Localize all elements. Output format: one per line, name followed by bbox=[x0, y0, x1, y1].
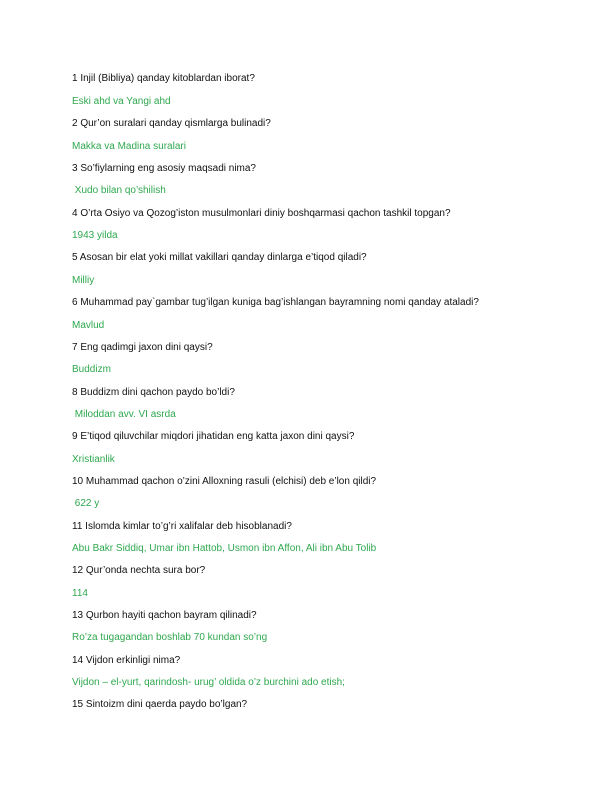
answer-8: Miloddan avv. VI asrda bbox=[72, 409, 176, 420]
answer-14: Vijdon – el-yurt, qarindosh- urug’ oldida o’z burchini ado etish; bbox=[72, 677, 345, 688]
answer-3: Xudo bilan qo’shilish bbox=[72, 185, 166, 196]
answer-13: Ro’za tugagandan boshlab 70 kundan so’ng bbox=[72, 632, 268, 643]
answer-5: Milliy bbox=[72, 275, 95, 286]
question-11: 11 Islomda kimlar to’g’ri xalifalar deb hisoblanadi? bbox=[72, 521, 292, 532]
answer-1: Eski ahd va Yangi ahd bbox=[72, 96, 171, 107]
answer-4: 1943 yilda bbox=[72, 230, 118, 241]
question-14: 14 Vijdon erkinligi nima? bbox=[72, 655, 181, 666]
question-7: 7 Eng qadimgi jaxon dini qaysi? bbox=[72, 342, 213, 353]
question-12: 12 Qur’onda nechta sura bor? bbox=[72, 565, 206, 576]
question-8: 8 Buddizm dini qachon paydo bo’ldi? bbox=[72, 387, 235, 398]
question-13: 13 Qurbon hayiti qachon bayram qilinadi? bbox=[72, 610, 257, 621]
question-1: 1 Injil (Bibliya) qanday kitoblardan iborat? bbox=[72, 73, 255, 84]
question-9: 9 E’tiqod qiluvchilar miqdori jihatidan eng katta jaxon dini qaysi? bbox=[72, 431, 355, 442]
question-5: 5 Asosan bir elat yoki millat vakillari qanday dinlarga e’tiqod qiladi? bbox=[72, 252, 367, 263]
answer-7: Buddizm bbox=[72, 364, 111, 375]
question-6: 6 Muhammad pay`gambar tug’ilgan kuniga bag’ishlangan bayramning nomi qanday ataladi? bbox=[72, 297, 479, 308]
answer-2: Makka va Madina suralari bbox=[72, 141, 186, 152]
answer-11: Abu Bakr Siddiq, Umar ibn Hattob, Usmon ibn Affon, Ali ibn Abu Tolib bbox=[72, 543, 377, 554]
answer-10: 622 y bbox=[72, 498, 100, 509]
question-2: 2 Qur’on suralari qanday qismlarga bulinadi? bbox=[72, 118, 271, 129]
answer-6: Mavlud bbox=[72, 320, 105, 331]
question-10: 10 Muhammad qachon o’zini Alloxning rasuli (elchisi) deb e’lon qildi? bbox=[72, 476, 377, 487]
answer-9: Xristianlik bbox=[72, 454, 115, 465]
question-15: 15 Sintoizm dini qaerda paydo bo’lgan? bbox=[72, 699, 248, 710]
question-4: 4 O’rta Osiyo va Qozog’iston musulmonlari diniy boshqarmasi qachon tashkil topgan? bbox=[72, 208, 451, 219]
answer-12: 114 bbox=[72, 588, 88, 599]
question-3: 3 So’fiylarning eng asosiy maqsadi nima? bbox=[72, 163, 256, 174]
